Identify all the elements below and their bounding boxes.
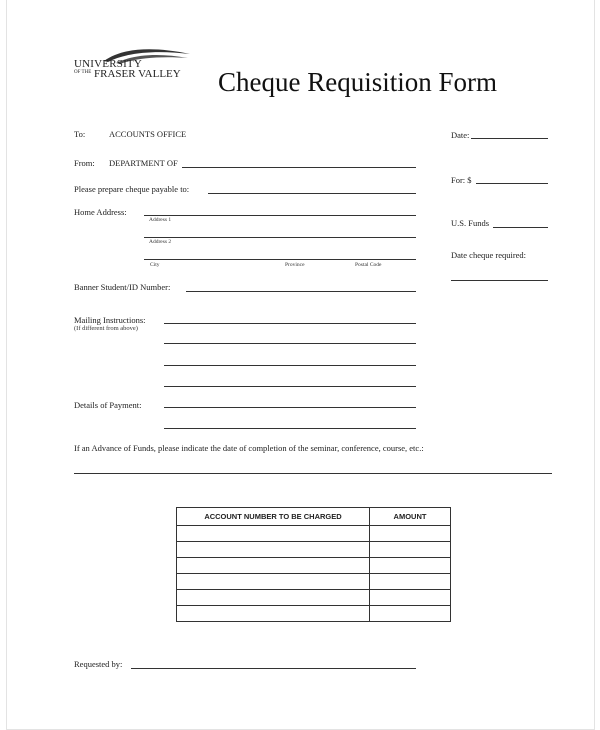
- account-number-cell[interactable]: [177, 574, 370, 590]
- from-value: DEPARTMENT OF: [109, 158, 178, 168]
- address-1-field[interactable]: [144, 215, 416, 216]
- mailing-sub-label: (If different from above): [74, 325, 138, 332]
- university-logo: [74, 44, 194, 88]
- address-1-caption: Address 1: [149, 217, 172, 223]
- for-amount-label: For: $: [451, 175, 472, 185]
- table-row: [177, 558, 451, 574]
- logo-line-2a: OF THE: [74, 70, 92, 75]
- department-field[interactable]: [182, 167, 416, 168]
- page-title: Cheque Requisition Form: [218, 67, 497, 97]
- account-number-cell[interactable]: [177, 590, 370, 606]
- logo-line-2b: FRASER VALLEY: [94, 68, 181, 80]
- address-2-caption: Address 2: [149, 239, 172, 245]
- postal-code-caption: Postal Code: [355, 262, 382, 268]
- to-value: ACCOUNTS OFFICE: [109, 129, 187, 139]
- amount-cell[interactable]: [370, 574, 451, 590]
- payable-field[interactable]: [208, 193, 416, 194]
- us-funds-label: U.S. Funds: [451, 218, 490, 228]
- city-province-postal-field[interactable]: [144, 259, 416, 260]
- payable-label: Please prepare cheque payable to:: [74, 184, 190, 194]
- address-2-field[interactable]: [144, 237, 416, 238]
- requested-by-label: Requested by:: [74, 659, 123, 669]
- to-label: To:: [74, 129, 86, 139]
- table-row: [177, 574, 451, 590]
- amount-cell[interactable]: [370, 526, 451, 542]
- account-table: [176, 507, 451, 622]
- mailing-line-1[interactable]: [164, 323, 416, 324]
- mailing-line-2[interactable]: [164, 343, 416, 344]
- table-row: [177, 606, 451, 622]
- account-number-cell[interactable]: [177, 526, 370, 542]
- amount-cell[interactable]: [370, 558, 451, 574]
- mailing-label: Mailing Instructions:: [74, 315, 146, 325]
- amount-cell[interactable]: [370, 590, 451, 606]
- province-caption: Province: [285, 262, 305, 268]
- requested-by-field[interactable]: [131, 668, 416, 669]
- home-address-label: Home Address:: [74, 207, 127, 217]
- date-label: Date:: [451, 130, 470, 140]
- details-label: Details of Payment:: [74, 400, 142, 410]
- details-line-1[interactable]: [164, 407, 416, 408]
- advance-field[interactable]: [74, 473, 552, 474]
- banner-id-field[interactable]: [186, 291, 416, 292]
- banner-id-label: Banner Student/ID Number:: [74, 282, 171, 292]
- account-number-header: ACCOUNT NUMBER TO BE CHARGED: [177, 508, 370, 526]
- details-line-2[interactable]: [164, 428, 416, 429]
- date-required-label: Date cheque required:: [451, 250, 527, 260]
- from-label: From:: [74, 158, 95, 168]
- amount-header: AMOUNT: [370, 508, 451, 526]
- logo-line-1: UNIVERSITY: [74, 58, 142, 70]
- account-number-cell[interactable]: [177, 542, 370, 558]
- city-caption: City: [150, 262, 160, 268]
- amount-cell[interactable]: [370, 606, 451, 622]
- account-number-cell[interactable]: [177, 558, 370, 574]
- for-amount-field[interactable]: [476, 183, 548, 184]
- amount-cell[interactable]: [370, 542, 451, 558]
- account-number-cell[interactable]: [177, 606, 370, 622]
- date-required-field[interactable]: [451, 280, 548, 281]
- table-row: [177, 590, 451, 606]
- table-row: [177, 542, 451, 558]
- mailing-line-3[interactable]: [164, 365, 416, 366]
- table-row: [177, 526, 451, 542]
- table-header-row: [177, 508, 451, 526]
- mailing-line-4[interactable]: [164, 386, 416, 387]
- advance-label: If an Advance of Funds, please indicate the date of completion of the seminar, conference, course, etc.:: [74, 443, 424, 453]
- date-field[interactable]: [471, 138, 548, 139]
- us-funds-field[interactable]: [493, 227, 548, 228]
